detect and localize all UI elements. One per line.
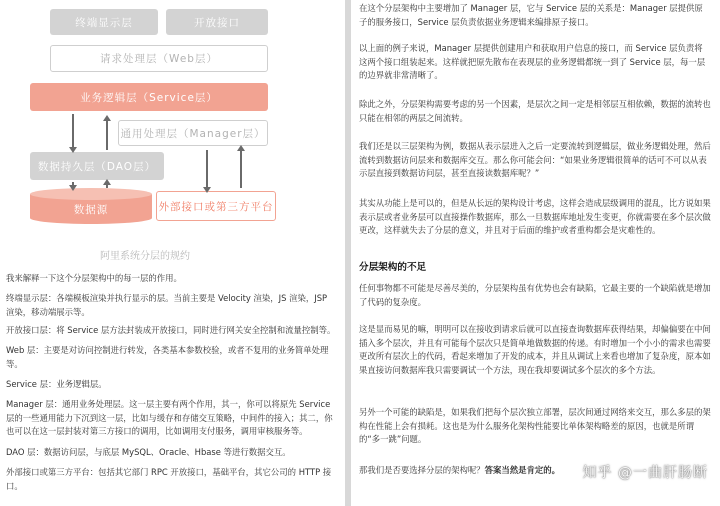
left-item-web: Web 层：主要是对访问控制进行转发，各类基本参数校验，或者不复用的业务简单处理等。 (6, 345, 329, 369)
zhihu-watermark: 知乎 @一曲肝肠断 (582, 465, 708, 481)
arrow-dao-to-service (106, 120, 108, 150)
web-layer-box: 请求处理层（Web层） (50, 45, 268, 72)
open-api-layer-box: 开放接口 (166, 9, 268, 35)
dao-layer-box: 数据持久层（DAO层） (30, 152, 164, 180)
arrow-manager-to-external (206, 150, 208, 188)
manager-layer-box: 通用处理层（Manager层） (118, 120, 268, 146)
right-para-6: 任何事物都不可能是尽善尽美的，分层架构虽有优势也会有缺陷，它最主要的一个缺陷就是增加了代码的复杂度。 (359, 283, 711, 307)
right-para-7: 这是显而易见的嘛，明明可以在接收到请求后就可以直接查询数据库获得结果，却偏偏要在中间插入多个层次，并且有可能每个层次只是简单地做数据的传递。有时增加一个小小的需求也需要更改所有层次上的代码，看起来增加了开发的成本，并且从调试上来看也增加了复杂度，原本如果直接访问数据库我只需要调试一个方法，现在我却要调试多个层次的多个方法。 (359, 324, 711, 375)
left-item-manager: Manager 层：通用业务处理层。这一层主要有两个作用，其一，你可以将原先 Service 层的一些通用能力下沉到这一层，比如与缓存和存储交互策略，中间件的接入；其二，你也可以在这一层封装对第三方接口的调用，比如调用支付服务，调用审核服务等。 (6, 399, 333, 437)
diagram-caption: 阿里系统分层的规约 (100, 251, 190, 262)
arrow-external-to-manager (240, 150, 242, 188)
left-item-service: Service 层：业务逻辑层。 (6, 379, 107, 389)
datasource-label: 数据源 (73, 204, 109, 216)
left-item-terminal: 终端显示层：各端模板渲染并执行显示的层。当前主要是 Velocity 渲染，JS 渲染，JSP 渲染，移动端展示等。 (6, 293, 328, 317)
right-para-4: 我们还是以三层架构为例，数据从表示层进入之后一定要流转到逻辑层，做业务逻辑处理，然后流转到数据访问层来和数据库交互。那么你可能会问：“如果业务逻辑很简单的话可不可以从表示层直接到数据访问层，甚至直接读数据库呢？” (359, 141, 711, 179)
left-page (0, 0, 345, 506)
right-para-3: 除此之外，分层架构需要考虑的另一个因素，是层次之间一定是相邻层互相依赖，数据的流转也只能在相邻的两层之间流转。 (359, 99, 711, 123)
left-item-openapi: 开放接口层：将 Service 层方法封装成开放接口，同时进行网关安全控制和流量控制等。 (6, 325, 336, 335)
service-layer-box: 业务逻辑层（Service层） (30, 83, 268, 111)
arrow-dao-to-datasource (72, 182, 74, 186)
right-para-9-answer: 答案当然是肯定的。 (484, 465, 560, 475)
left-item-dao: DAO 层：数据访问层，与底层 MySQL、Oracle、Hbase 等进行数据交互。 (6, 447, 291, 457)
left-intro: 我来解释一下这个分层架构中的每一层的作用。 (6, 273, 182, 283)
right-para-2: 以上面的例子来说，Manager 层提供创建用户和获取用户信息的接口，而 Service 层负责将这两个接口组装起来。这样就把原先散布在表现层的业务逻辑都统一到了 Service 层，每一层的边界就非常清晰了。 (359, 43, 706, 81)
right-para-1: 在这个分层架构中主要增加了 Manager 层，它与 Service 层的关系是：Manager 层提供原子的服务接口，Service 层负责依据业务逻辑来编排原子接口。 (359, 3, 703, 27)
right-para-5: 其实从功能上是可以的，但是从长远的架构设计考虑，这样会造成层级调用的混乱，比方说如果表示层或者业务层可以直接操作数据库，那么一旦数据库地址发生变更，你就需要在多个层次做更改，这样就失去了分层的意义，并且对于后面的维护或者重构都会是灾难性的。 (359, 198, 711, 236)
terminal-layer-box: 终端显示层 (50, 9, 158, 35)
layer-diagram (0, 0, 345, 260)
arrow-datasource-to-dao (106, 184, 108, 188)
right-para-8: 另外一个可能的缺陷是，如果我们把每个层次独立部署，层次间通过网络来交互，那么多层的架构在性能上会有损耗。这也是为什么服务化架构性能要比单体架构略差的原因，也就是所谓的“多一跳”问题。 (359, 407, 711, 445)
left-item-external: 外部接口或第三方平台：包括其它部门 RPC 开放接口，基础平台，其它公司的 HTTP 接口。 (6, 467, 332, 491)
datasource-cylinder (30, 188, 152, 224)
arrow-service-to-dao (72, 114, 74, 148)
external-layer-box: 外部接口或第三方平台 (156, 191, 276, 221)
section-heading: 分层架构的不足 (359, 262, 427, 273)
right-page (351, 0, 720, 506)
right-para-9-question: 那我们是否要选择分层的架构呢？ (359, 465, 485, 475)
